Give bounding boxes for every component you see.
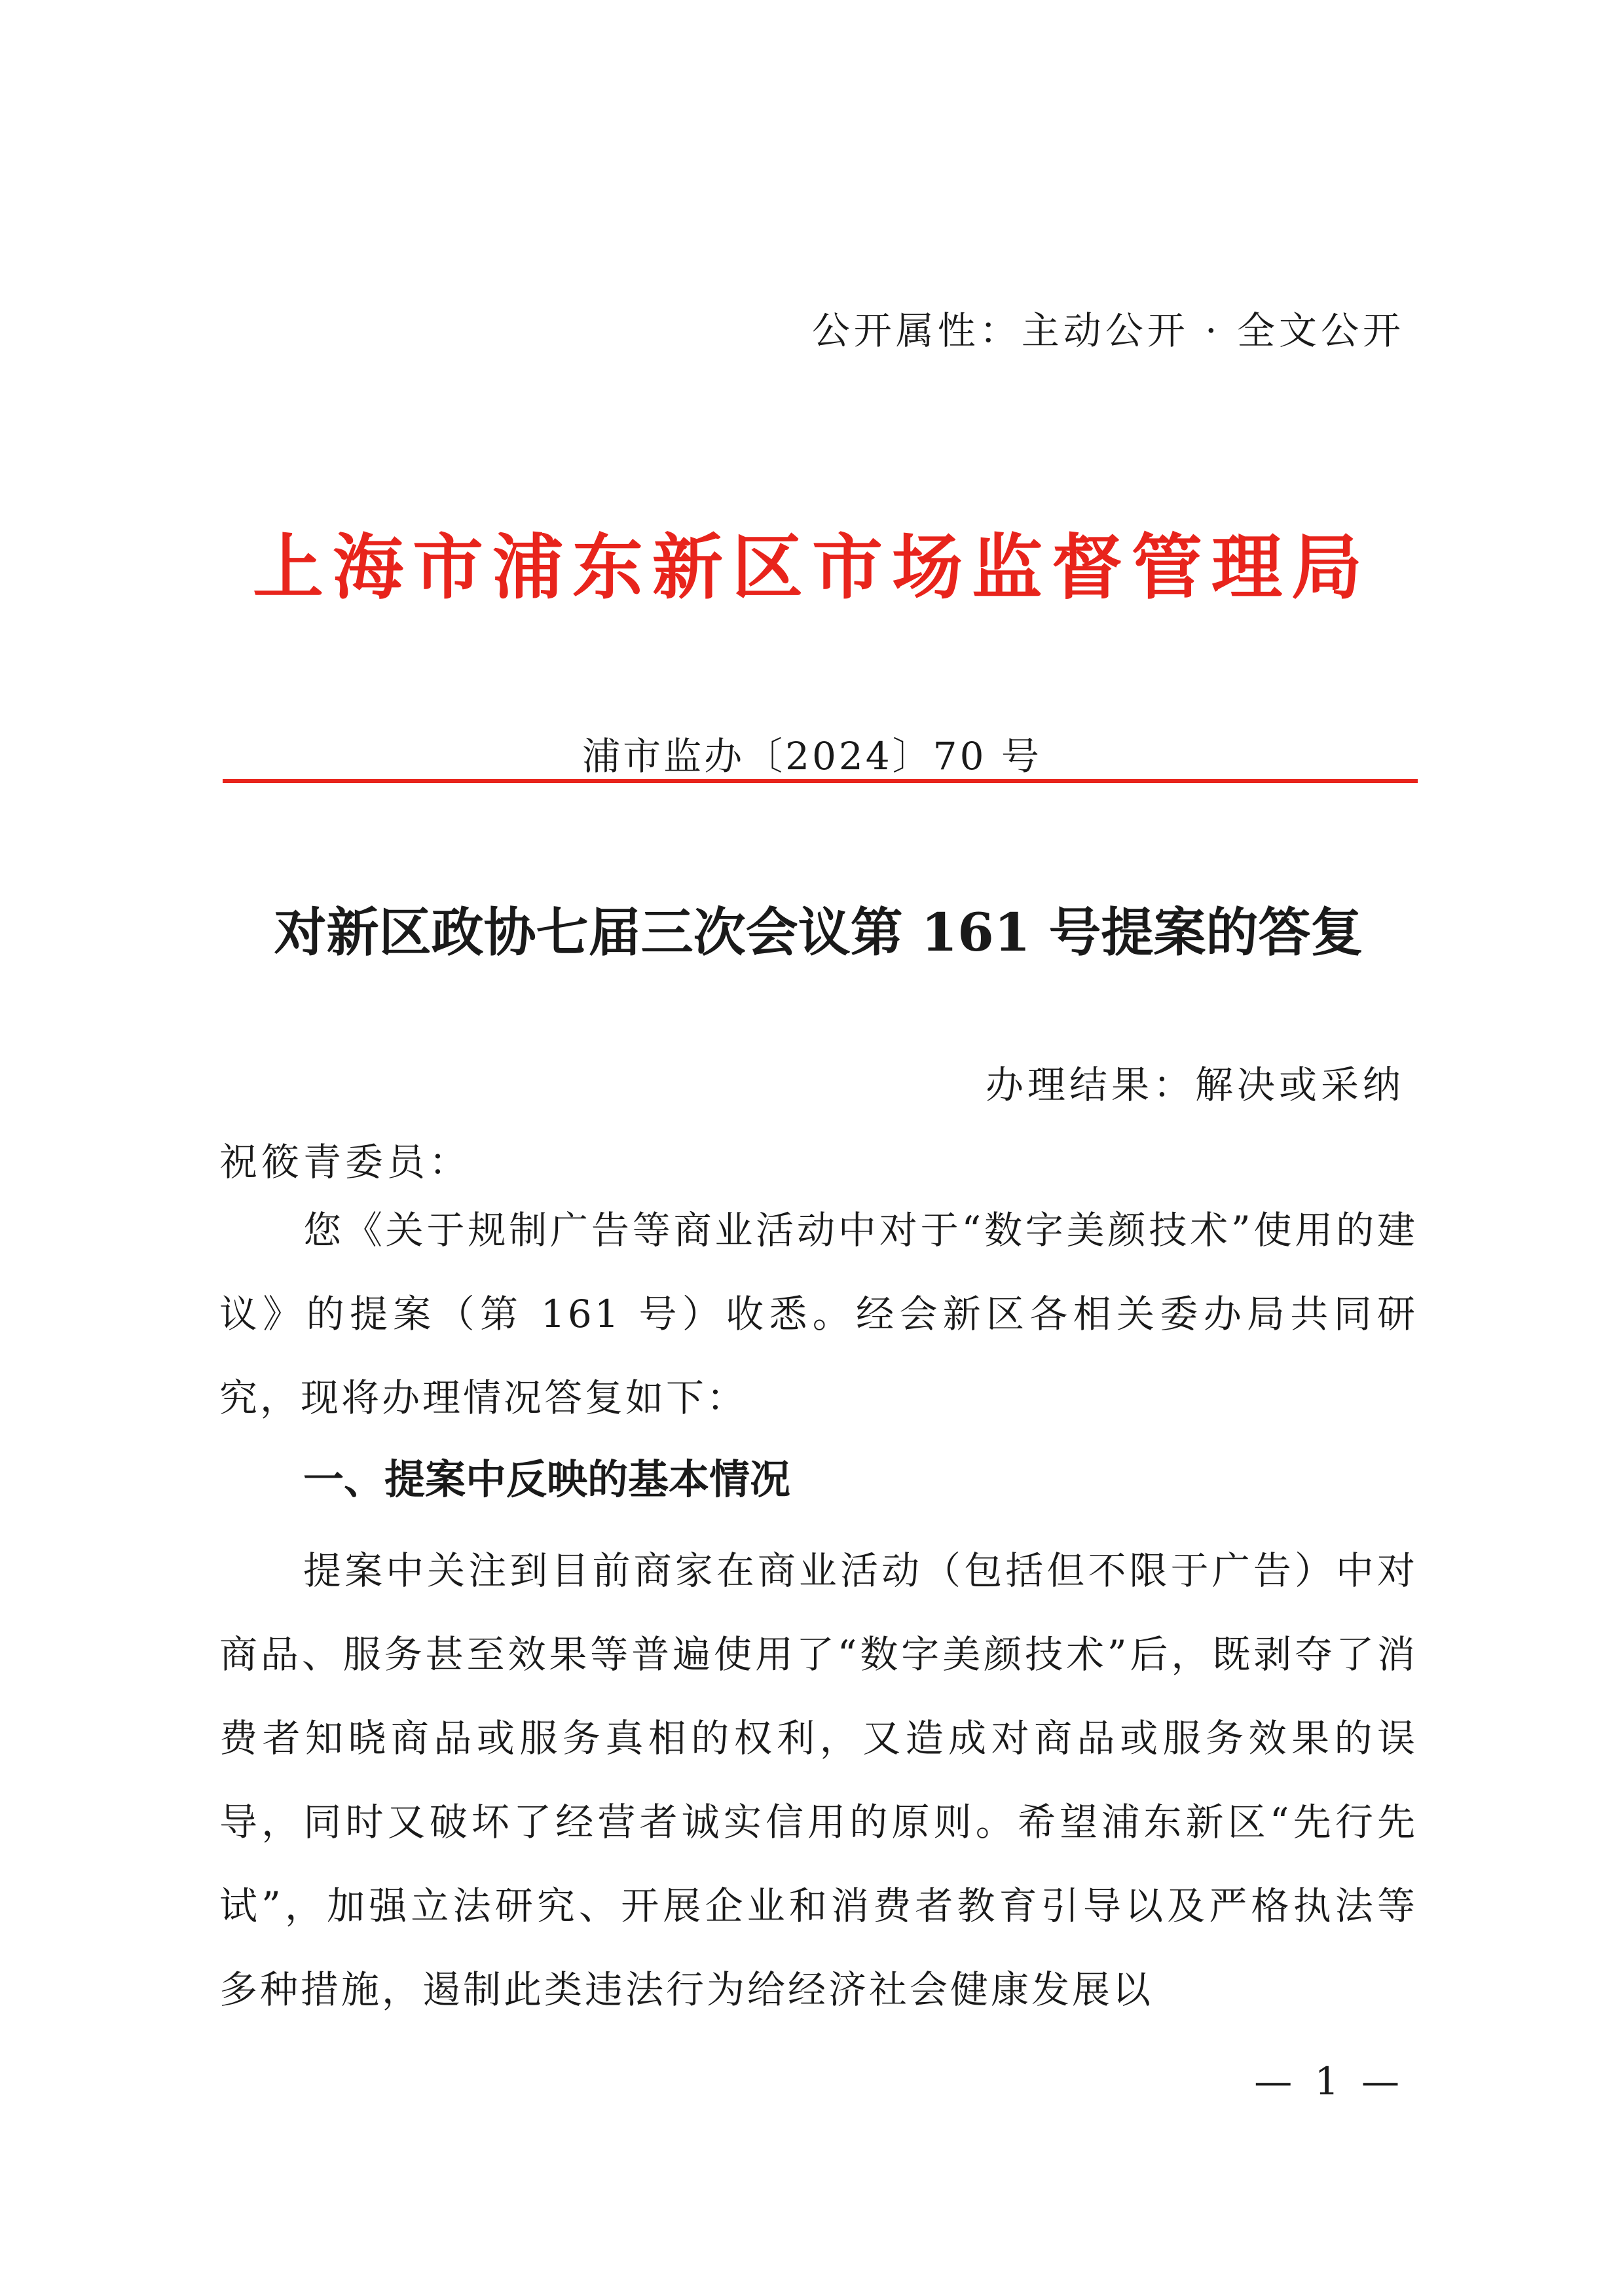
section-body-paragraph: 提案中关注到目前商家在商业活动（包括但不限于广告）中对商品、服务甚至效果等普遍使用了“数字美颜技术”后，既剥夺了消费者知晓商品或服务真相的权利，又造成对商品或服务效果的误导，同时又破坏了经营者诚实信用的原则。希望浦东新区“先行先试”，加强立法研究、开展企业和消费者教育引导以及严格执法等多种措施，遏制此类违法行为给经济社会健康发展以 (219, 1548, 1418, 2012)
document-title: 对新区政协七届三次会议第 161 号提案的答复 (274, 902, 1363, 963)
issuing-agency-title: 上海市浦东新区市场监督管理局 (252, 526, 1371, 609)
handling-result: 办理结果：解决或采纳 (985, 1063, 1405, 1107)
disclosure-attribute: 公开属性：主动公开 · 全文公开 (811, 308, 1405, 353)
intro-paragraph: 您《关于规制广告等商业活动中对于“数字美颜技术”使用的建议》的提案（第 161 号）收悉。经会新区各相关委办局共同研究，现将办理情况答复如下： (219, 1208, 1418, 1420)
salutation: 祝筱青委员： (219, 1140, 471, 1184)
page-number: — 1 — (1254, 2059, 1405, 2104)
red-divider-line (223, 779, 1418, 783)
section-heading: 一、提案中反映的基本情况 (303, 1455, 791, 1503)
document-number: 浦市监办〔2024〕70 号 (582, 734, 1042, 778)
